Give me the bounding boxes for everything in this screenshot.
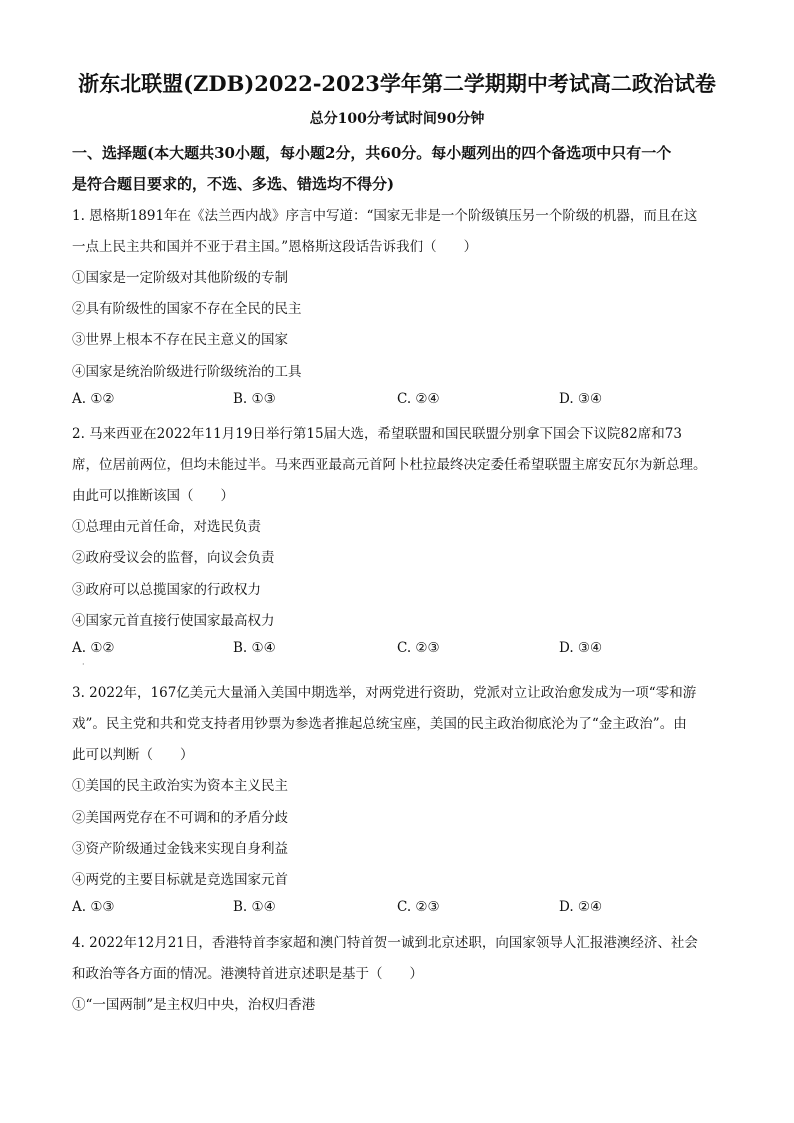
section-heading-line: 一、选择题(本大题共30小题，每小题2分，共60分。每小题列出的四个备选项中只有一个 (72, 144, 672, 162)
question-3-stem-line: 戏”。民主党和共和党支持者用钞票为参选者推起总统宝座，美国的民主政治彻底沦为了“金主政治”。由 (72, 716, 687, 732)
option-d[interactable]: D. ③④ (559, 391, 603, 407)
question-2-stem-line: 2. 马来西亚在2022年11月19日举行第15届大选，希望联盟和国民联盟分别拿下国会下议院82席和73 (72, 426, 682, 442)
question-2-item: ④国家元首直接行使国家最高权力 (72, 613, 275, 629)
question-4-stem-line: 和政治等各方面的情况。港澳特首进京述职是基于（ ） (72, 966, 423, 982)
question-2-stem-line: 由此可以推断该国（ ） (72, 488, 234, 504)
question-4-item: ①“一国两制”是主权归中央，治权归香港 (72, 997, 316, 1013)
question-3-stem-line: 3. 2022年，167亿美元大量涌入美国中期选举，对两党进行资助，党派对立让政治愈发成为一项“零和游 (72, 685, 697, 701)
question-3-item: ④两党的主要目标就是竞选国家元首 (72, 872, 288, 888)
question-3-item: ③资产阶级通过金钱来实现自身利益 (72, 841, 288, 857)
page-title: 浙东北联盟(ZDB)2022-2023学年第二学期期中考试高二政治试卷 (78, 71, 716, 96)
option-a[interactable]: A. ①② (72, 640, 115, 656)
question-3-item: ②美国两党存在不可调和的矛盾分歧 (72, 810, 288, 826)
option-d[interactable]: D. ②④ (559, 899, 603, 915)
question-1-stem-line: 一点上民主共和国并不亚于君主国。”恩格斯这段话告诉我们（ ） (72, 239, 478, 255)
exam-info: 总分100分考试时间90分钟 (309, 111, 485, 127)
stray-mark: · (82, 660, 85, 669)
option-a[interactable]: A. ①③ (72, 899, 115, 915)
question-3-stem-line: 此可以判断（ ） (72, 747, 194, 763)
question-1-item: ④国家是统治阶级进行阶级统治的工具 (72, 364, 302, 380)
question-2-stem-line: 席，位居前两位，但均未能过半。马来西亚最高元首阿卜杜拉最终决定委任希望联盟主席安瓦尔为新总理。 (72, 457, 707, 473)
option-c[interactable]: C. ②④ (397, 391, 440, 407)
question-1-stem-line: 1. 恩格斯1891年在《法兰西内战》序言中写道：“国家无非是一个阶级镇压另一个阶级的机器，而且在这 (72, 208, 698, 224)
section-heading (72, 138, 732, 200)
option-c[interactable]: C. ②③ (397, 640, 440, 656)
option-b[interactable]: B. ①④ (233, 640, 276, 656)
option-a[interactable]: A. ①② (72, 391, 115, 407)
question-2-item: ②政府受议会的监督，向议会负责 (72, 550, 275, 566)
option-c[interactable]: C. ②③ (397, 899, 440, 915)
option-b[interactable]: B. ①③ (233, 391, 276, 407)
question-1-item: ②具有阶级性的国家不存在全民的民主 (72, 301, 302, 317)
question-2-item: ①总理由元首任命，对选民负责 (72, 519, 261, 535)
question-3-item: ①美国的民主政治实为资本主义民主 (72, 778, 288, 794)
question-1-item: ③世界上根本不存在民主意义的国家 (72, 332, 288, 348)
section-heading-line: 是符合题目要求的，不选、多选、错选均不得分) (72, 175, 395, 193)
option-b[interactable]: B. ①④ (233, 899, 276, 915)
question-4-stem-line: 4. 2022年12月21日，香港特首李家超和澳门特首贺一诚到北京述职，向国家领导人汇报港澳经济、社会 (72, 935, 698, 951)
question-1-item: ①国家是一定阶级对其他阶级的专制 (72, 270, 288, 286)
option-d[interactable]: D. ③④ (559, 640, 603, 656)
question-2-item: ③政府可以总揽国家的行政权力 (72, 582, 261, 598)
